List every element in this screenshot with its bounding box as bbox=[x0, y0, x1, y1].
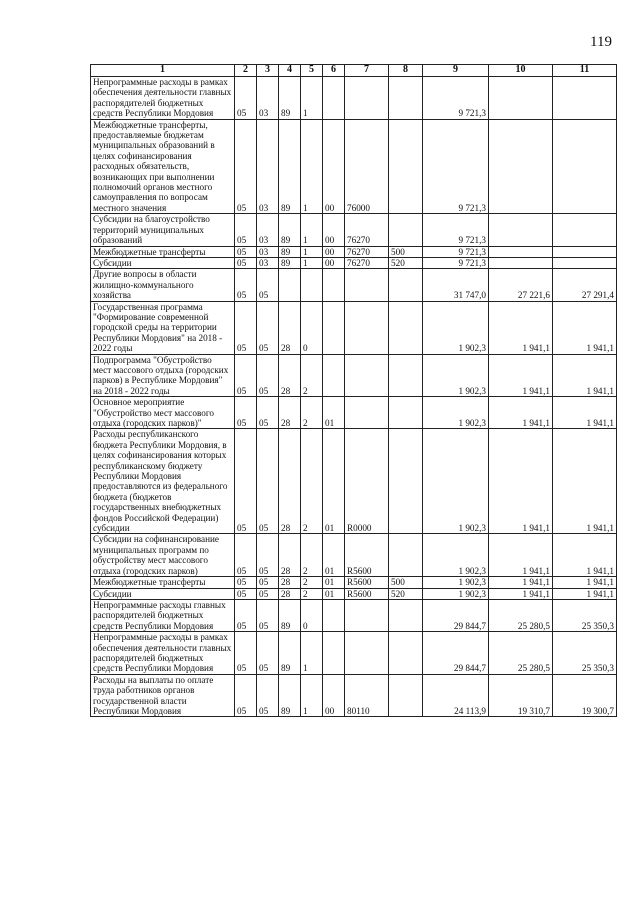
row-cell-5: 1 bbox=[301, 632, 323, 675]
row-cell-2: 05 bbox=[235, 534, 257, 577]
row-cell-5: 1 bbox=[301, 246, 323, 257]
row-cell-8: 500 bbox=[389, 577, 423, 588]
row-cell-5: 2 bbox=[301, 534, 323, 577]
row-cell-3: 05 bbox=[257, 588, 279, 599]
row-cell-4: 89 bbox=[279, 599, 301, 631]
row-cell-9: 1 902,3 bbox=[423, 354, 489, 397]
row-cell-4: 28 bbox=[279, 301, 301, 354]
row-cell-10: 1 941,1 bbox=[489, 534, 553, 577]
row-cell-7 bbox=[345, 269, 389, 301]
row-description: Межбюджетные трансферты, предоставляемые бюджетам муниципальных образований в целях софинансирования расходных обязательств, возникающих при выполнении полномочий органов местного самоуправления по вопросам местного значения bbox=[91, 119, 235, 214]
row-cell-4: 89 bbox=[279, 77, 301, 120]
header-cell: 3 bbox=[257, 65, 279, 77]
row-cell-10 bbox=[489, 214, 553, 246]
table-row bbox=[91, 77, 617, 120]
row-cell-5: 2 bbox=[301, 354, 323, 397]
row-description: Субсидии на софинансирование муниципальных программ по обустройству мест массового отдыха (городских парков) bbox=[91, 534, 235, 577]
row-cell-4: 89 bbox=[279, 119, 301, 214]
table-row bbox=[91, 269, 617, 301]
row-cell-6 bbox=[323, 632, 345, 675]
row-cell-11 bbox=[553, 77, 617, 120]
row-cell-2: 05 bbox=[235, 397, 257, 429]
row-description: Расходы республиканского бюджета Республики Мордовия, в целях софинансирования которых республиканскому бюджету Республики Мордовия предоставляются из федерального бюджета (бюджетов государственных внебюджетных фондов Российской Федерации) субсидии bbox=[91, 429, 235, 534]
row-cell-7 bbox=[345, 632, 389, 675]
row-cell-11: 19 300,7 bbox=[553, 674, 617, 717]
row-cell-8 bbox=[389, 674, 423, 717]
row-cell-10 bbox=[489, 119, 553, 214]
table-row bbox=[91, 119, 617, 214]
row-cell-4: 28 bbox=[279, 354, 301, 397]
row-cell-11: 1 941,1 bbox=[553, 534, 617, 577]
row-cell-10: 1 941,1 bbox=[489, 354, 553, 397]
row-cell-9: 29 844,7 bbox=[423, 599, 489, 631]
row-description: Расходы на выплаты по оплате труда работников органов государственной власти Республики Мордовия bbox=[91, 674, 235, 717]
row-cell-2: 05 bbox=[235, 77, 257, 120]
row-cell-2: 05 bbox=[235, 214, 257, 246]
row-cell-6: 01 bbox=[323, 577, 345, 588]
row-cell-7: 76270 bbox=[345, 214, 389, 246]
row-cell-8 bbox=[389, 632, 423, 675]
row-cell-3: 03 bbox=[257, 257, 279, 268]
row-cell-7: R5600 bbox=[345, 534, 389, 577]
row-cell-5: 0 bbox=[301, 599, 323, 631]
row-description: Непрограммные расходы главных распорядителей бюджетных средств Республики Мордовия bbox=[91, 599, 235, 631]
row-cell-3: 05 bbox=[257, 397, 279, 429]
row-cell-10: 25 280,5 bbox=[489, 632, 553, 675]
table-row bbox=[91, 397, 617, 429]
header-cell: 4 bbox=[279, 65, 301, 77]
row-description: Субсидии bbox=[91, 588, 235, 599]
table-row bbox=[91, 674, 617, 717]
row-cell-3: 05 bbox=[257, 674, 279, 717]
row-cell-6: 00 bbox=[323, 119, 345, 214]
row-cell-3: 03 bbox=[257, 214, 279, 246]
row-cell-9: 9 721,3 bbox=[423, 119, 489, 214]
table-row bbox=[91, 301, 617, 354]
row-cell-8: 520 bbox=[389, 257, 423, 268]
row-description: Субсидии bbox=[91, 257, 235, 268]
table-row bbox=[91, 214, 617, 246]
row-cell-2: 05 bbox=[235, 257, 257, 268]
header-cell: 7 bbox=[345, 65, 389, 77]
row-cell-5: 2 bbox=[301, 429, 323, 534]
row-cell-11 bbox=[553, 119, 617, 214]
row-cell-6: 01 bbox=[323, 588, 345, 599]
row-cell-11: 1 941,1 bbox=[553, 577, 617, 588]
row-cell-6 bbox=[323, 599, 345, 631]
row-cell-8 bbox=[389, 301, 423, 354]
row-description: Государственная программа "Формирование современной городской среды на территории Республики Мордовия" на 2018 - 2022 годы bbox=[91, 301, 235, 354]
row-cell-6 bbox=[323, 77, 345, 120]
table-row bbox=[91, 429, 617, 534]
header-cell: 11 bbox=[553, 65, 617, 77]
row-description: Непрограммные расходы в рамках обеспечения деятельности главных распорядителей бюджетных средств Республики Мордовия bbox=[91, 632, 235, 675]
page-number: 119 bbox=[590, 34, 612, 50]
row-cell-4: 28 bbox=[279, 429, 301, 534]
row-cell-9: 29 844,7 bbox=[423, 632, 489, 675]
table-row bbox=[91, 599, 617, 631]
row-cell-2: 05 bbox=[235, 354, 257, 397]
row-cell-7 bbox=[345, 301, 389, 354]
row-cell-6: 01 bbox=[323, 397, 345, 429]
row-cell-5: 1 bbox=[301, 674, 323, 717]
header-cell: 1 bbox=[91, 65, 235, 77]
row-cell-8: 500 bbox=[389, 246, 423, 257]
row-cell-9: 1 902,3 bbox=[423, 577, 489, 588]
row-cell-8 bbox=[389, 214, 423, 246]
row-cell-10: 25 280,5 bbox=[489, 599, 553, 631]
row-description: Основное мероприятие "Обустройство мест массового отдыха (городских парков)" bbox=[91, 397, 235, 429]
row-cell-11 bbox=[553, 257, 617, 268]
row-cell-3: 05 bbox=[257, 354, 279, 397]
row-cell-7 bbox=[345, 354, 389, 397]
table-body bbox=[91, 77, 617, 717]
row-cell-7: R5600 bbox=[345, 577, 389, 588]
row-description: Межбюджетные трансферты bbox=[91, 246, 235, 257]
row-cell-7 bbox=[345, 599, 389, 631]
row-cell-2: 05 bbox=[235, 588, 257, 599]
row-cell-4: 28 bbox=[279, 397, 301, 429]
row-cell-5: 1 bbox=[301, 77, 323, 120]
row-cell-9: 9 721,3 bbox=[423, 77, 489, 120]
row-cell-9: 1 902,3 bbox=[423, 397, 489, 429]
row-cell-4: 89 bbox=[279, 632, 301, 675]
table-row bbox=[91, 577, 617, 588]
row-cell-10: 1 941,1 bbox=[489, 429, 553, 534]
row-cell-3: 05 bbox=[257, 599, 279, 631]
row-cell-7: 76000 bbox=[345, 119, 389, 214]
table-row bbox=[91, 246, 617, 257]
row-cell-2: 05 bbox=[235, 246, 257, 257]
row-cell-3: 05 bbox=[257, 429, 279, 534]
table-row bbox=[91, 588, 617, 599]
row-description: Подпрограмма "Обустройство мест массового отдыха (городских парков) в Республике Мордовия" на 2018 - 2022 годы bbox=[91, 354, 235, 397]
row-cell-2: 05 bbox=[235, 632, 257, 675]
row-cell-7: R5600 bbox=[345, 588, 389, 599]
row-cell-4: 28 bbox=[279, 534, 301, 577]
row-cell-6: 00 bbox=[323, 246, 345, 257]
row-cell-11: 1 941,1 bbox=[553, 301, 617, 354]
row-cell-5: 1 bbox=[301, 214, 323, 246]
row-cell-4 bbox=[279, 269, 301, 301]
header-cell: 8 bbox=[389, 65, 423, 77]
row-cell-7: 80110 bbox=[345, 674, 389, 717]
row-cell-7: 76270 bbox=[345, 246, 389, 257]
row-cell-9: 1 902,3 bbox=[423, 301, 489, 354]
row-cell-11: 1 941,1 bbox=[553, 429, 617, 534]
row-cell-8 bbox=[389, 599, 423, 631]
row-cell-2: 05 bbox=[235, 269, 257, 301]
row-cell-6 bbox=[323, 301, 345, 354]
row-cell-4: 89 bbox=[279, 214, 301, 246]
row-cell-3: 03 bbox=[257, 119, 279, 214]
row-cell-3: 05 bbox=[257, 577, 279, 588]
row-cell-2: 05 bbox=[235, 301, 257, 354]
row-cell-11: 1 941,1 bbox=[553, 354, 617, 397]
row-cell-8 bbox=[389, 269, 423, 301]
table-row bbox=[91, 257, 617, 268]
row-cell-2: 05 bbox=[235, 429, 257, 534]
row-cell-8 bbox=[389, 534, 423, 577]
row-description: Другие вопросы в области жилищно-коммунального хозяйства bbox=[91, 269, 235, 301]
row-cell-5: 1 bbox=[301, 257, 323, 268]
row-cell-5 bbox=[301, 269, 323, 301]
row-cell-9: 9 721,3 bbox=[423, 246, 489, 257]
row-cell-8: 520 bbox=[389, 588, 423, 599]
row-cell-8 bbox=[389, 354, 423, 397]
table-row bbox=[91, 534, 617, 577]
table-header-row bbox=[91, 65, 617, 77]
header-cell: 10 bbox=[489, 65, 553, 77]
row-cell-11: 25 350,3 bbox=[553, 632, 617, 675]
row-cell-5: 2 bbox=[301, 577, 323, 588]
row-cell-10: 1 941,1 bbox=[489, 397, 553, 429]
header-cell: 5 bbox=[301, 65, 323, 77]
row-description: Субсидии на благоустройство территорий муниципальных образований bbox=[91, 214, 235, 246]
row-description: Непрограммные расходы в рамках обеспечения деятельности главных распорядителей бюджетных средств Республики Мордовия bbox=[91, 77, 235, 120]
row-cell-2: 05 bbox=[235, 599, 257, 631]
row-cell-5: 0 bbox=[301, 301, 323, 354]
row-cell-9: 24 113,9 bbox=[423, 674, 489, 717]
row-cell-11 bbox=[553, 214, 617, 246]
row-cell-10 bbox=[489, 246, 553, 257]
row-cell-10 bbox=[489, 257, 553, 268]
row-cell-3: 03 bbox=[257, 77, 279, 120]
row-cell-11: 1 941,1 bbox=[553, 588, 617, 599]
row-cell-6 bbox=[323, 354, 345, 397]
row-cell-7 bbox=[345, 397, 389, 429]
row-cell-9: 1 902,3 bbox=[423, 534, 489, 577]
row-cell-10: 1 941,1 bbox=[489, 588, 553, 599]
row-cell-10: 1 941,1 bbox=[489, 301, 553, 354]
row-cell-7 bbox=[345, 77, 389, 120]
table-row bbox=[91, 632, 617, 675]
row-cell-8 bbox=[389, 397, 423, 429]
row-cell-3: 05 bbox=[257, 301, 279, 354]
row-cell-6: 00 bbox=[323, 214, 345, 246]
row-cell-11 bbox=[553, 246, 617, 257]
row-cell-6: 00 bbox=[323, 257, 345, 268]
row-cell-9: 1 902,3 bbox=[423, 588, 489, 599]
row-cell-4: 28 bbox=[279, 588, 301, 599]
row-cell-3: 03 bbox=[257, 246, 279, 257]
row-cell-8 bbox=[389, 429, 423, 534]
row-cell-3: 05 bbox=[257, 632, 279, 675]
row-cell-6 bbox=[323, 269, 345, 301]
row-cell-3: 05 bbox=[257, 534, 279, 577]
row-cell-8 bbox=[389, 119, 423, 214]
row-cell-11: 27 291,4 bbox=[553, 269, 617, 301]
row-cell-9: 1 902,3 bbox=[423, 429, 489, 534]
row-cell-10: 27 221,6 bbox=[489, 269, 553, 301]
row-cell-6: 01 bbox=[323, 534, 345, 577]
header-cell: 9 bbox=[423, 65, 489, 77]
row-cell-7: R0000 bbox=[345, 429, 389, 534]
row-cell-9: 9 721,3 bbox=[423, 214, 489, 246]
row-description: Межбюджетные трансферты bbox=[91, 577, 235, 588]
row-cell-8 bbox=[389, 77, 423, 120]
row-cell-5: 2 bbox=[301, 588, 323, 599]
row-cell-6: 01 bbox=[323, 429, 345, 534]
row-cell-9: 31 747,0 bbox=[423, 269, 489, 301]
header-cell: 6 bbox=[323, 65, 345, 77]
row-cell-3: 05 bbox=[257, 269, 279, 301]
row-cell-11: 25 350,3 bbox=[553, 599, 617, 631]
row-cell-7: 76270 bbox=[345, 257, 389, 268]
header-cell: 2 bbox=[235, 65, 257, 77]
budget-table bbox=[90, 64, 617, 717]
row-cell-2: 05 bbox=[235, 119, 257, 214]
row-cell-10: 19 310,7 bbox=[489, 674, 553, 717]
row-cell-4: 89 bbox=[279, 674, 301, 717]
row-cell-9: 9 721,3 bbox=[423, 257, 489, 268]
row-cell-4: 89 bbox=[279, 246, 301, 257]
row-cell-10 bbox=[489, 77, 553, 120]
row-cell-2: 05 bbox=[235, 674, 257, 717]
row-cell-4: 28 bbox=[279, 577, 301, 588]
row-cell-10: 1 941,1 bbox=[489, 577, 553, 588]
row-cell-6: 00 bbox=[323, 674, 345, 717]
row-cell-4: 89 bbox=[279, 257, 301, 268]
row-cell-11: 1 941,1 bbox=[553, 397, 617, 429]
row-cell-2: 05 bbox=[235, 577, 257, 588]
table-row bbox=[91, 354, 617, 397]
row-cell-5: 1 bbox=[301, 119, 323, 214]
row-cell-5: 2 bbox=[301, 397, 323, 429]
